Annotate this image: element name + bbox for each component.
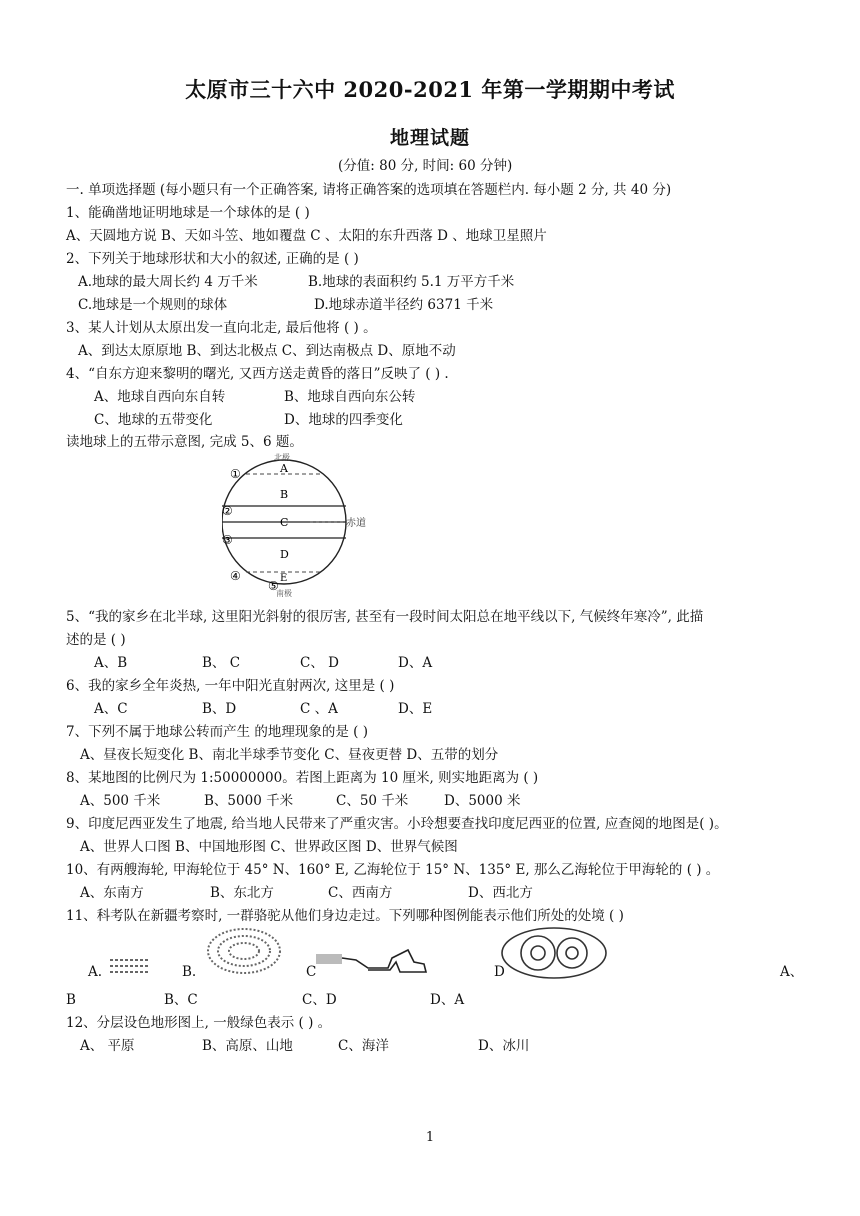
question-5: 5、“我的家乡在北半球, 这里阳光斜射的很厉害, 甚至有一段时间太阳总在地平线以下, 气候终年寒冷”, 此描: [66, 609, 704, 625]
legend-a-desert-icon: [108, 956, 152, 976]
exam-title: 太原市三十六中 2020-2021 年第一学期期中考试: [185, 77, 675, 102]
question-3: 3、某人计划从太原出发一直向北走, 最后他将 ( ) 。: [66, 320, 377, 336]
question-2-option-d: D.地球赤道半径约 6371 千米: [314, 297, 494, 313]
q10-option-a: A、东南方: [80, 885, 144, 901]
question-11: 11、科考队在新疆考察时, 一群骆驼从他们身边走过。下列哪种图例能表示他们所处的处境 ( ): [66, 908, 624, 924]
q11-label-c: C: [306, 964, 317, 980]
equator-label: 赤道: [346, 518, 366, 529]
score-time: (分值: 80 分, 时间: 60 分钟): [338, 158, 513, 174]
q11-answer-da: D、A: [430, 992, 465, 1008]
q12-option-d: D、冰川: [478, 1038, 530, 1054]
section-heading: 一. 单项选择题 (每小题只有一个正确答案, 请将正确答案的选项填在答题栏内. 每小题 2 分, 共 40 分): [66, 182, 672, 198]
question-8: 8、某地图的比例尺为 1:50000000。若图上距离为 10 厘米, 则实地距离为 ( ): [66, 770, 539, 786]
mark-5: ⑤: [268, 579, 279, 593]
zone-label-d: D: [280, 548, 289, 561]
zone-label-b: B: [280, 488, 289, 501]
q8-option-a: A、500 千米: [80, 793, 161, 809]
legend-d-double-peak-icon: [500, 926, 610, 980]
question-4-option-d: D、地球的四季变化: [284, 412, 403, 428]
q12-option-c: C、海洋: [338, 1038, 389, 1054]
question-12: 12、分层设色地形图上, 一般绿色表示 ( ) 。: [66, 1015, 332, 1031]
mark-2: ②: [222, 504, 233, 518]
q6-option-a: A、C: [94, 701, 128, 717]
question-7-options: A、昼夜长短变化 B、南北半球季节变化 C、昼夜更替 D、五带的划分: [80, 747, 499, 763]
read-instruction: 读地球上的五带示意图, 完成 5、6 题。: [66, 434, 303, 450]
q10-option-d: D、西北方: [468, 885, 533, 901]
q5-option-d: D、A: [398, 655, 433, 671]
q11-answer-cd: C、D: [302, 992, 337, 1008]
zone-label-e: E: [280, 573, 288, 584]
mark-1: ①: [230, 467, 241, 481]
south-pole-label: 南极: [276, 589, 292, 598]
q10-option-c: C、西南方: [328, 885, 393, 901]
q11-answer-bc: B、C: [164, 992, 198, 1008]
q11-answer-b: B: [66, 992, 76, 1008]
question-4-option-a: A、地球自西向东自转: [94, 389, 226, 405]
question-6: 6、我的家乡全年炎热, 一年中阳光直射两次, 这里是 ( ): [66, 678, 395, 694]
legend-b-dotted-rings-icon: [204, 926, 284, 976]
q10-option-b: B、东北方: [210, 885, 274, 901]
question-4: 4、“自东方迎来黎明的曙光, 又西方送走黄昏的落日”反映了 ( ) .: [66, 366, 449, 382]
q6-option-c: C 、A: [300, 701, 338, 717]
q5-option-b: B、 C: [202, 655, 241, 671]
zone-label-c: C: [280, 516, 289, 529]
legend-c-profile-icon: [316, 944, 430, 976]
question-1: 1、能确凿地证明地球是一个球体的是 ( ): [66, 205, 310, 221]
q11-label-d: D: [494, 964, 505, 980]
q6-option-b: B、D: [202, 701, 237, 717]
question-4-option-b: B、地球自西向东公转: [284, 389, 416, 405]
q8-option-c: C、50 千米: [336, 793, 409, 809]
question-7: 7、下列不属于地球公转而产生 的地理现象的是 ( ): [66, 724, 368, 740]
question-10: 10、有两艘海轮, 甲海轮位于 45° N、160° E, 乙海轮位于 15° N、135° E, 那么乙海轮位于甲海轮的 ( ) 。: [66, 862, 720, 878]
q5-option-c: C、 D: [300, 655, 339, 671]
question-2: 2、下列关于地球形状和大小的叙述, 正确的是 ( ): [66, 251, 359, 267]
north-pole-label: 北极: [274, 453, 290, 462]
page-number: 1: [425, 1130, 435, 1145]
question-9-options: A、世界人口图 B、中国地形图 C、世界政区图 D、世界气候图: [80, 839, 458, 855]
q12-option-a: A、 平原: [80, 1038, 135, 1054]
q8-option-b: B、5000 千米: [204, 793, 294, 809]
q5-option-a: A、B: [94, 655, 128, 671]
question-2-option-c: C.地球是一个规则的球体: [78, 297, 228, 313]
question-5-cont: 述的是 ( ): [66, 632, 126, 648]
q6-option-d: D、E: [398, 701, 433, 717]
question-2-option-b: B.地球的表面积约 5.1 万平方千米: [308, 274, 515, 290]
q11-trailing-option: A、: [780, 964, 804, 980]
question-1-options: A、天圆地方说 B、天如斗笠、地如覆盘 C 、太阳的东升西落 D 、地球卫星照片: [66, 228, 547, 244]
mark-4: ④: [230, 569, 241, 583]
zone-label-a: A: [280, 462, 288, 475]
q11-label-b: B.: [182, 964, 197, 980]
q8-option-d: D、5000 米: [444, 793, 521, 809]
q11-label-a: A.: [88, 964, 103, 980]
five-zones-diagram: [222, 450, 382, 600]
mark-3: ③: [222, 533, 233, 547]
question-3-options: A、到达太原原地 B、到达北极点 C、到达南极点 D、原地不动: [78, 343, 456, 359]
question-2-option-a: A.地球的最大周长约 4 万千米: [78, 274, 258, 290]
exam-subtitle: 地理试题: [389, 127, 470, 149]
q12-option-b: B、高原、山地: [202, 1038, 293, 1054]
question-4-option-c: C、地球的五带变化: [94, 412, 213, 428]
question-9: 9、印度尼西亚发生了地震, 给当地人民带来了严重灾害。小玲想要查找印度尼西亚的位置, 应查阅的地图是( )。: [66, 816, 728, 832]
